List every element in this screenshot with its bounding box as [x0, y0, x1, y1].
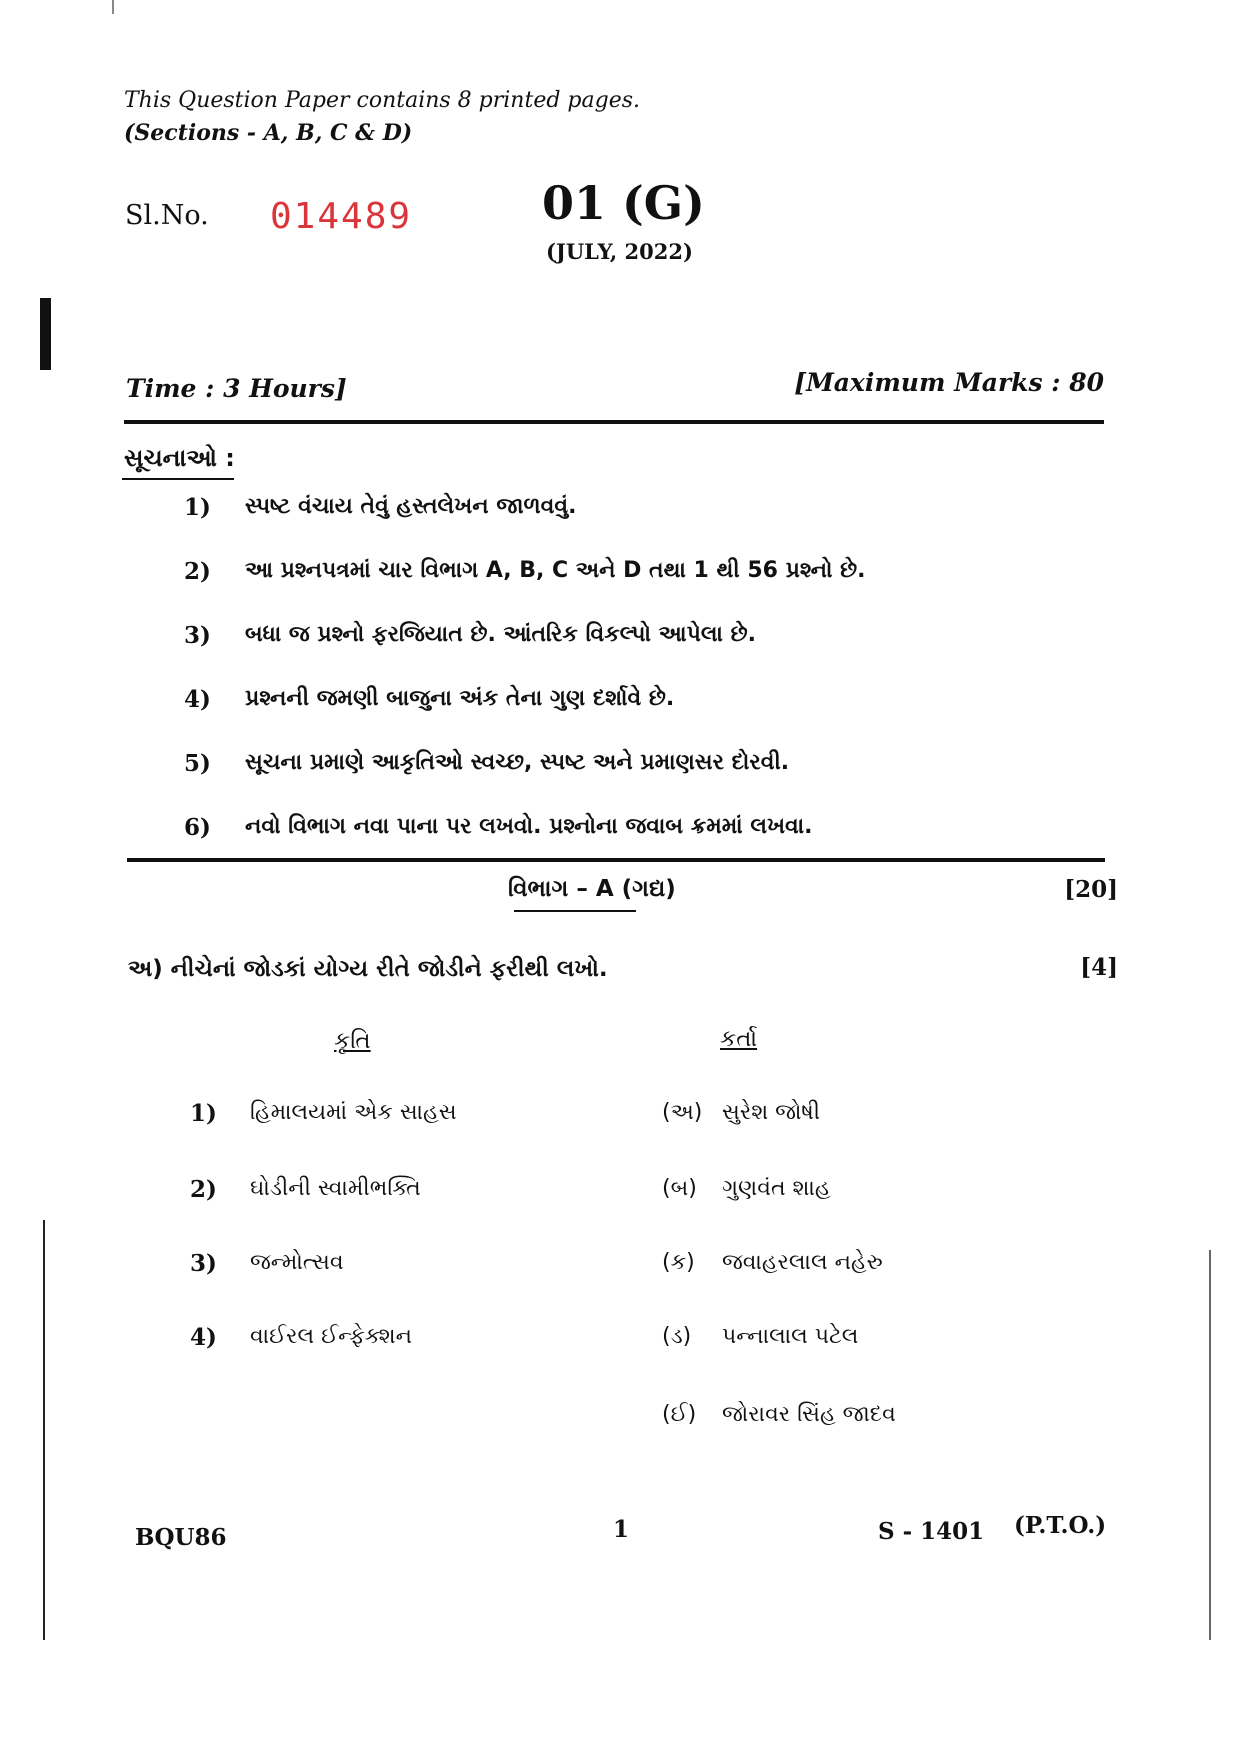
- match-item-work: જન્મોત્સવ: [250, 1250, 344, 1275]
- match-option-author: જોરાવર સિંહ જાદવ: [722, 1402, 896, 1427]
- question-marks: [4]: [1080, 954, 1118, 981]
- page-number: 1: [613, 1516, 630, 1543]
- instruction-text: પ્રશ્નની જમણી બાજુના અંક તેના ગુણ દર્શાવે છે.: [245, 686, 675, 711]
- instruction-text: સ્પષ્ટ વંચાય તેવું હસ્તલેખન જાળવવું.: [245, 494, 577, 519]
- please-turn-over: (P.T.O.): [1014, 1512, 1107, 1539]
- match-option-label: (ક): [662, 1250, 695, 1275]
- instructions-underline: [122, 478, 234, 480]
- instruction-number: 5): [184, 750, 211, 777]
- instruction-text: સૂચના પ્રમાણે આકૃતિઓ સ્વચ્છ, સ્પષ્ટ અને પ્રમાણસર દોરવી.: [245, 750, 790, 775]
- instruction-text: આ પ્રશ્નપત્રમાં ચાર વિભાગ A, B, C અને D તથા 1 થી 56 પ્રશ્નો છે.: [245, 558, 866, 583]
- scan-mark: [112, 0, 114, 14]
- scan-edge-left: [43, 1220, 45, 1640]
- question-prompt: અ) નીચેનાં જોડકાં યોગ્ય રીતે જોડીને ફરીથી લખો.: [128, 956, 608, 982]
- series-code: S - 1401: [878, 1518, 985, 1545]
- match-option-author: સુરેશ જોષી: [722, 1100, 821, 1125]
- match-option-label: (ડ): [662, 1324, 692, 1349]
- paper-code: 01 (G): [542, 176, 705, 230]
- serial-label: Sl.No.: [125, 200, 209, 231]
- header-divider: [124, 420, 1104, 424]
- match-option-label: (ઈ): [662, 1402, 697, 1427]
- match-option-author: જવાહરલાલ નહેરુ: [722, 1250, 883, 1275]
- booklet-code: BQU86: [135, 1524, 227, 1551]
- instruction-number: 2): [184, 558, 211, 585]
- match-item-work: ઘોડીની સ્વામીભક્તિ: [250, 1176, 421, 1201]
- scan-edge-right: [1209, 1250, 1211, 1640]
- maximum-marks: [Maximum Marks : 80: [794, 368, 1104, 397]
- match-option-label: (અ): [662, 1100, 703, 1125]
- exam-date: (JULY, 2022): [546, 239, 693, 264]
- section-title-underline: [514, 910, 636, 912]
- sections-note: (Sections - A, B, C & D): [124, 120, 413, 146]
- instructions-heading: સૂચનાઓ :: [124, 444, 235, 472]
- instruction-number: 1): [184, 494, 211, 521]
- page-count-note: This Question Paper contains 8 printed pages.: [124, 88, 641, 113]
- match-item-number: 2): [190, 1176, 217, 1203]
- scan-margin-bar: [40, 298, 51, 370]
- match-option-author: પન્નાલાલ પટેલ: [722, 1324, 859, 1349]
- column-header-author: કર્તા: [720, 1026, 758, 1052]
- match-item-work: વાઈરલ ઈન્ફેક્શન: [250, 1324, 413, 1349]
- instruction-number: 6): [184, 814, 211, 841]
- column-header-work: કૃતિ: [334, 1028, 371, 1054]
- match-item-number: 4): [190, 1324, 217, 1351]
- instruction-text: નવો વિભાગ નવા પાના પર લખવો. પ્રશ્નોના જવાબ ક્રમમાં લખવા.: [245, 814, 813, 839]
- instruction-number: 4): [184, 686, 211, 713]
- section-title: વિભાગ – A (ગદ્ય): [508, 876, 676, 902]
- match-item-number: 3): [190, 1250, 217, 1277]
- instruction-text: બધા જ પ્રશ્નો ફરજિયાત છે. આંતરિક વિકલ્પો આપેલા છે.: [245, 622, 756, 647]
- match-item-number: 1): [190, 1100, 217, 1127]
- section-marks: [20]: [1064, 876, 1118, 903]
- instruction-number: 3): [184, 622, 211, 649]
- serial-number: 014489: [270, 196, 413, 237]
- match-option-label: (બ): [662, 1176, 697, 1201]
- match-item-work: હિમાલયમાં એક સાહસ: [250, 1100, 457, 1125]
- time-allowed: Time : 3 Hours]: [126, 374, 347, 403]
- match-option-author: ગુણવંત શાહ: [722, 1176, 831, 1201]
- instructions-divider: [127, 858, 1105, 862]
